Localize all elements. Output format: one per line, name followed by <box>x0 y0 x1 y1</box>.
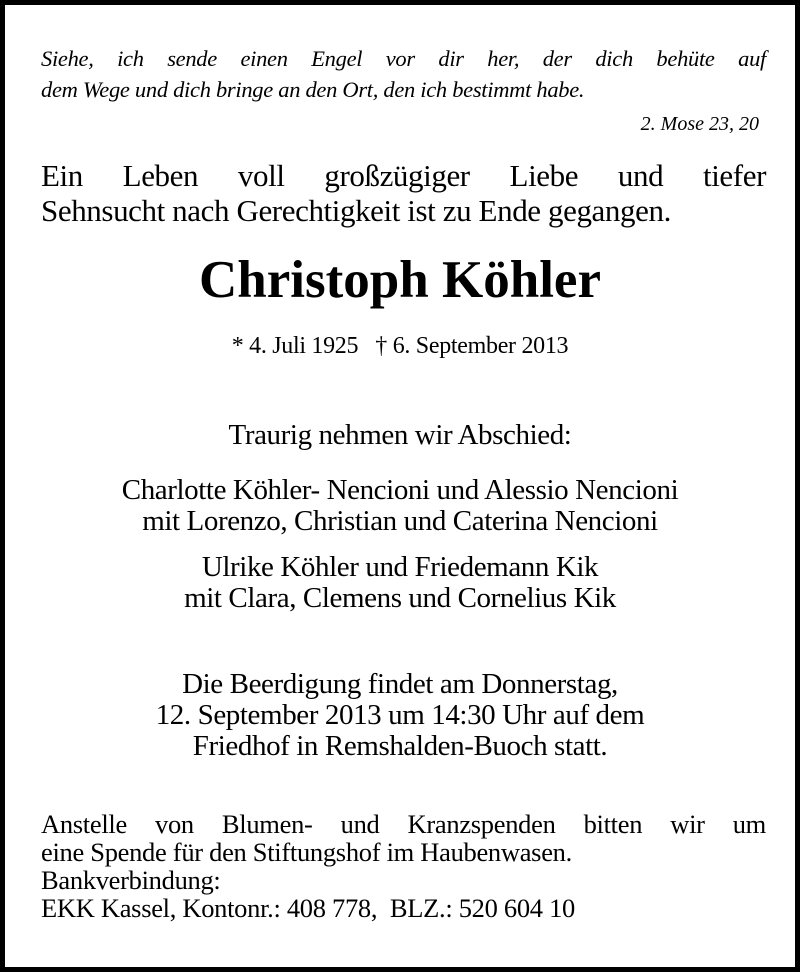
intro-text <box>41 158 766 228</box>
intro-line: Ein Leben voll großzügiger Liebe und tiefer <box>41 158 766 193</box>
bank-details: EKK Kassel, Kontonr.: 408 778, BLZ.: 520 604 10 <box>41 893 575 923</box>
funeral-line: Friedhof in Remshalden-Buoch statt. <box>192 730 608 762</box>
mourners-heading: Traurig nehmen wir Abschied: <box>228 419 572 451</box>
verse-line: dem Wege und dich bringe an den Ort, den ich bestimmt habe. <box>41 77 585 102</box>
donation-line: eine Spende für den Stiftungshof im Haubenwasen. <box>41 837 572 867</box>
donation-line: Anstelle von Blumen- und Kranzspenden bitten wir um <box>41 809 766 839</box>
funeral-line: Die Beerdigung findet am Donnerstag, <box>182 668 618 700</box>
bank-label: Bankverbindung: <box>41 865 221 895</box>
intro-line: Sehnsucht nach Gerechtigkeit ist zu Ende gegangen. <box>41 193 671 228</box>
family-line: mit Clara, Clemens und Cornelius Kik <box>184 582 616 614</box>
family-line: Ulrike Köhler und Friedemann Kik <box>201 551 599 583</box>
family-line: Charlotte Köhler- Nencioni und Alessio Nencioni <box>121 474 679 506</box>
life-dates: * 4. Juli 1925 † 6. September 2013 <box>231 333 569 359</box>
family-line: mit Lorenzo, Christian und Caterina Nencioni <box>142 505 658 537</box>
donation-request <box>41 810 766 922</box>
mourner-family-2 <box>5 552 795 614</box>
verse-reference: 2. Mose 23, 20 <box>640 113 759 135</box>
funeral-line: 12. September 2013 um 14:30 Uhr auf dem <box>155 699 645 731</box>
funeral-details <box>5 669 795 762</box>
verse-line: Siehe, ich sende einen Engel vor dir her, der dich behüte auf <box>41 46 766 71</box>
deceased-name: Christoph Köhler <box>199 251 601 309</box>
bible-verse <box>41 43 766 105</box>
mourner-family-1 <box>5 475 795 537</box>
